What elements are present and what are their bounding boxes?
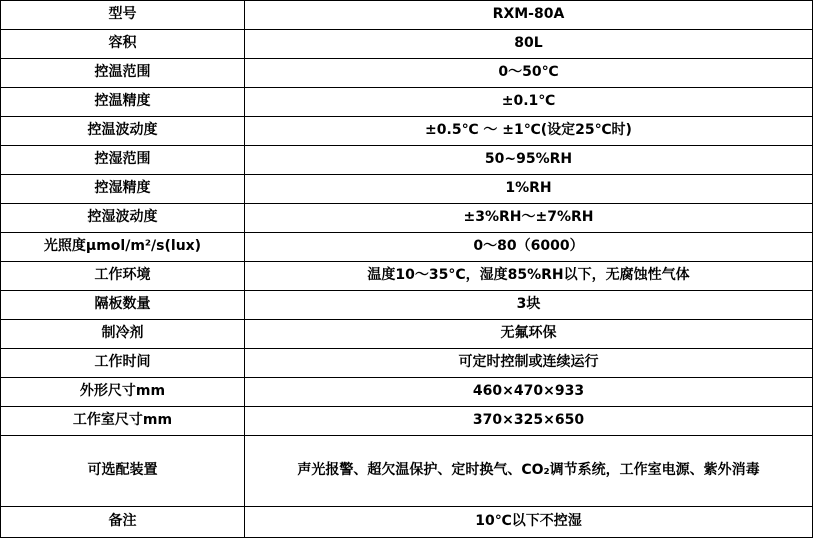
table-row	[1, 117, 813, 146]
row-value: 460×470×933	[245, 378, 813, 407]
row-value: 10℃以下不控湿	[245, 507, 813, 538]
row-label: 工作室尺寸mm	[1, 407, 245, 436]
row-value: 80L	[245, 30, 813, 59]
row-label: 备注	[1, 507, 245, 538]
row-value: 1%RH	[245, 175, 813, 204]
table-row	[1, 291, 813, 320]
table-row	[1, 204, 813, 233]
table-row	[1, 233, 813, 262]
row-value: ±0.1℃	[245, 88, 813, 117]
table-row	[1, 88, 813, 117]
row-label: 工作时间	[1, 349, 245, 378]
row-label: 工作环境	[1, 262, 245, 291]
table-row	[1, 349, 813, 378]
table-body	[1, 1, 813, 538]
row-label: 型号	[1, 1, 245, 30]
table-row	[1, 146, 813, 175]
row-value: 声光报警、超欠温保护、定时换气、CO₂调节系统，工作室电源、紫外消毒	[245, 436, 813, 507]
row-value: 50~95%RH	[245, 146, 813, 175]
row-label: 制冷剂	[1, 320, 245, 349]
table-row	[1, 378, 813, 407]
table-row	[1, 59, 813, 88]
row-value: 温度10〜35°C，湿度85%RH以下，无腐蚀性气体	[245, 262, 813, 291]
table-row	[1, 407, 813, 436]
row-value: ±3%RH〜±7%RH	[245, 204, 813, 233]
table-row	[1, 507, 813, 538]
table-row	[1, 175, 813, 204]
row-label: 控湿精度	[1, 175, 245, 204]
table-row	[1, 1, 813, 30]
table-row	[1, 320, 813, 349]
row-label: 外形尺寸mm	[1, 378, 245, 407]
row-label: 可选配装置	[1, 436, 245, 507]
table-row	[1, 436, 813, 507]
row-label: 控温精度	[1, 88, 245, 117]
row-label: 控温范围	[1, 59, 245, 88]
row-label: 控温波动度	[1, 117, 245, 146]
row-value: ±0.5℃ 〜 ±1℃(设定25℃时)	[245, 117, 813, 146]
row-value: 3块	[245, 291, 813, 320]
row-label: 控湿波动度	[1, 204, 245, 233]
row-label: 容积	[1, 30, 245, 59]
row-label: 光照度μmol/m²/s(lux)	[1, 233, 245, 262]
row-value: 370×325×650	[245, 407, 813, 436]
row-value: 无氟环保	[245, 320, 813, 349]
row-value: 可定时控制或连续运行	[245, 349, 813, 378]
row-label: 控湿范围	[1, 146, 245, 175]
row-value: RXM-80A	[245, 1, 813, 30]
row-label: 隔板数量	[1, 291, 245, 320]
table-row	[1, 262, 813, 291]
table-row	[1, 30, 813, 59]
row-value: 0〜50℃	[245, 59, 813, 88]
row-value: 0〜80（6000）	[245, 233, 813, 262]
